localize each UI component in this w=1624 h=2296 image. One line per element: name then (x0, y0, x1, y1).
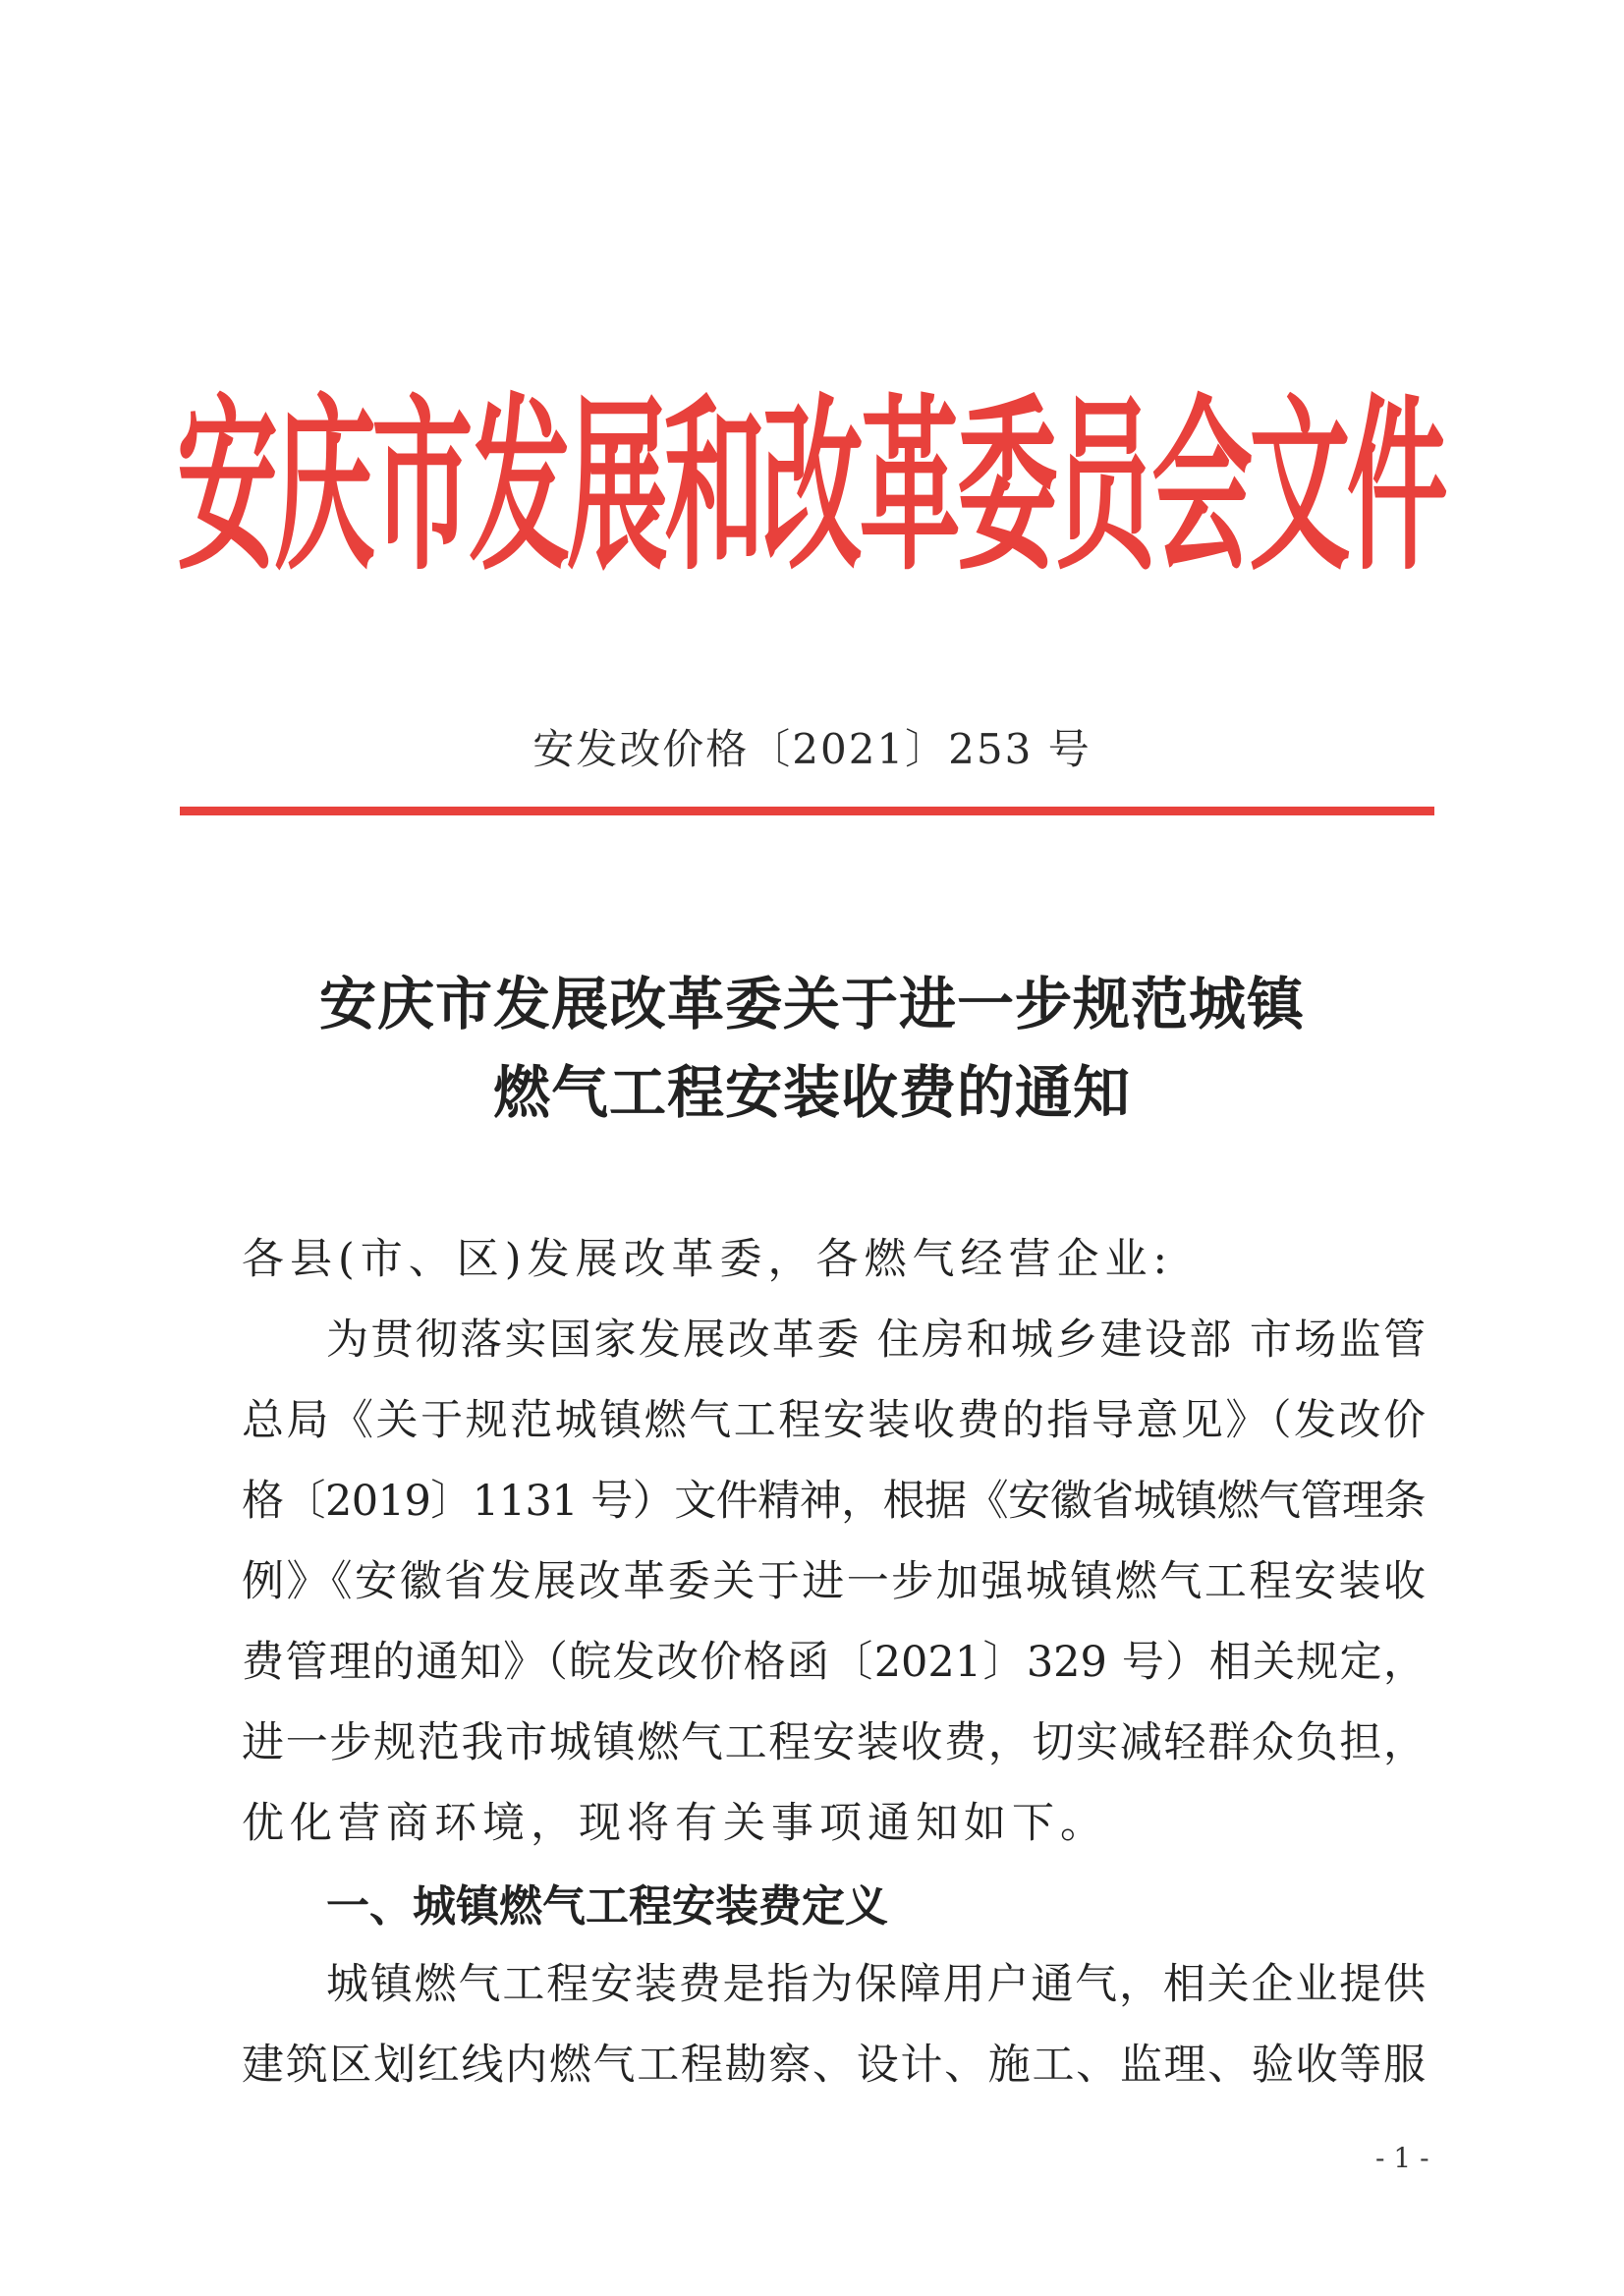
paragraph-line: 费管理的通知》（皖发改价格函〔2021〕329 号）相关规定， (242, 1638, 1426, 1687)
issuer-masthead (177, 354, 1444, 596)
page-number: - 1 - (1375, 2142, 1429, 2174)
document-number: 安发改价格〔2021〕253 号 (532, 725, 1092, 773)
paragraph-line: 建筑区划红线内燃气工程勘察、设计、施工、监理、验收等服 (242, 2041, 1426, 2090)
document-title-line-2: 燃气工程安装收费的通知 (492, 1059, 1131, 1126)
red-divider (180, 807, 1434, 815)
paragraph-line: 为贯彻落实国家发展改革委 住房和城乡建设部 市场监管 (326, 1316, 1426, 1365)
document-title-line-1: 安庆市发展改革委关于进一步规范城镇 (318, 971, 1305, 1037)
salutation: 各县(市、区)发展改革委，各燃气经营企业: (242, 1235, 1174, 1284)
paragraph-line: 格〔2019〕1131 号）文件精神，根据《安徽省城镇燃气管理条 (242, 1477, 1426, 1526)
section-heading-1: 一、城镇燃气工程安装费定义 (326, 1881, 888, 1932)
paragraph-line: 城镇燃气工程安装费是指为保障用户通气，相关企业提供 (326, 1960, 1426, 2009)
paragraph-line: 例》《安徽省发展改革委关于进一步加强城镇燃气工程安装收 (242, 1557, 1426, 1606)
paragraph-line: 优化营商环境，现将有关事项通知如下。 (242, 1799, 1108, 1848)
paragraph-line: 总局《关于规范城镇燃气工程安装收费的指导意见》（发改价 (242, 1396, 1426, 1445)
paragraph-line: 进一步规范我市城镇燃气工程安装收费，切实减轻群众负担， (242, 1718, 1426, 1767)
issuer-name: 安庆市发展和改革委员会文件 (177, 378, 1444, 596)
